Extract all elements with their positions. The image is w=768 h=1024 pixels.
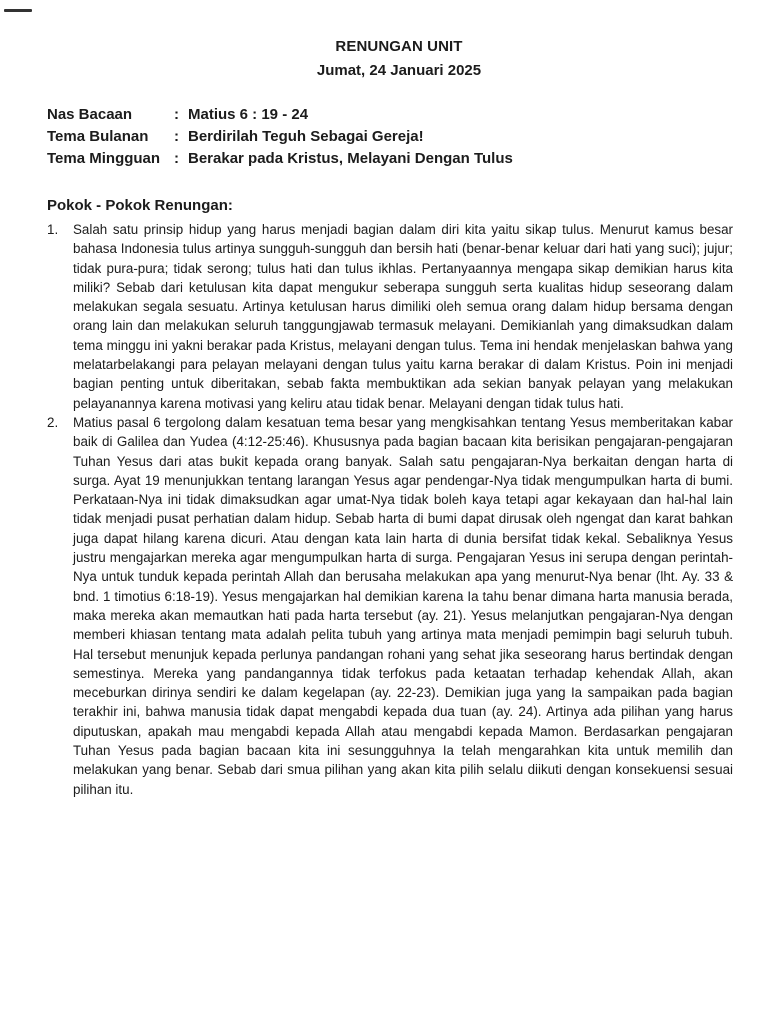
meta-separator: : xyxy=(174,106,179,123)
meta-label: Tema Bulanan xyxy=(47,128,149,145)
list-item-text: Salah satu prinsip hidup yang harus menjadi bagian dalam diri kita yaitu sikap tulus. Menurut kamus besar bahasa Indonesia tulus artinya sungguh-sungguh dan bersih hati (benar-benar keluar dari hati yang suci); jujur; tidak pura-pura; tidak serong; tulus hati dan tulus ikhlas. Pertanyaannya mengapa sikap demikian harus kita miliki? Sebab dari ketulusan kita dapat mengukur seberapa sungguh serta kualitas hidup seseorang dalam melakukan segala sesuatu. Artinya ketulusan harus dimiliki oleh semua orang dalam hidup bersama dengan orang lain dan melakukan seluruh tanggungjawab termasuk melayani. Demikianlah yang dimaksudkan dalam tema minggu ini yakni berakar pada Kristus, melayani dengan tulus. Tema ini hendak menjelaskan bahwa yang melatarbelakangi para pelayan melayani dengan tulus yaitu karna berakar di dalam Kristus. Poin ini menjadi bagian penting untuk diberitakan, sebab fakta membuktikan ada sekian banyak pelayan yang melakukan pelayanannya karena motivasi yang keliru atau tidak benar. Melayani dengan tidak tulus hati. xyxy=(73,222,733,411)
list-item-number: 1. xyxy=(47,222,59,237)
meta-value: Berakar pada Kristus, Melayani Dengan Tulus xyxy=(188,150,513,167)
meta-block xyxy=(47,104,727,170)
document-title: RENUNGAN UNIT xyxy=(335,38,463,55)
list-item-text: Matius pasal 6 tergolong dalam kesatuan tema besar yang mengkisahkan tentang Yesus memberitakan kabar baik di Galilea dan Yudea (4:12-25:46). Khususnya pada bagian bacaan kita berisikan pengajaran-pengajaran Tuhan Yesus dari atas bukit kepada orang banyak. Salah satu pengajaran-Nya berkaitan dengan harta di surga. Ayat 19 menunjukkan tentang larangan Yesus agar pendengar-Nya tidak mengumpulkan harta di bumi. Perkataan-Nya ini tidak dimaksudkan agar umat-Nya tidak boleh kaya tetapi agar kekayaan dan hal-hal lain tidak menjadi pusat perhatian dalam hidup. Sebab harta di bumi dapat dirusak oleh ngengat dan karat bahkan juga dapat hilang karena dicuri. Atau dengan kata lain harta di dunia bersifat tidak kekal. Sebaliknya Yesus justru mengajarkan mereka agar mengumpulkan harta di surga. Pengajaran Yesus ini serupa dengan perintah-Nya untuk tunduk kepada perintah Allah dan berusaha melakukan apa yang menurut-Nya benar (lht. Ay. 33 & bnd. 1 timotius 6:18-19). Yesus mengajarkan hal demikian karena Ia tahu benar dimana harta manusia berada, maka mereka akan memautkan hati pada harta tersebut (ay. 21). Yesus melanjutkan pengajaran-Nya dengan memberi khiasan tentang mata adalah pelita tubuh yang artinya mata menjadi pemimpin bagi seluruh tubuh. Hal tersebut menunjuk kepada perlunya pandangan rohani yang sehat jika seseorang harus bertindak dengan semestinya. Mereka yang pandangannya tidak terfokus pada ketaatan terhadap kehendak Allah, akan meceburkan dirinya sendiri ke dalam kegelapan (ay. 22-23). Demikian juga yang Ia sampaikan pada bagian terakhir ini, bahwa manusia tidak dapat mengabdi kepada dua tuan (ay. 24). Artinya ada pilihan yang harus diputuskan, apakah mau mengabdi kepada Allah atau mengabdi kepada Mamon. Berdasarkan pengajaran Tuhan Yesus pada bagian bacaan kita ini sesungguhnya Ia telah mengarahkan kita untuk memilih dan melakukan yang benar. Sebab dari smua pilihan yang akan kita pilih selalu diikuti dengan konsekuensi sesuai pilihan itu. xyxy=(73,414,733,797)
meta-row-tema-mingguan xyxy=(47,148,727,170)
scan-mark xyxy=(4,9,32,12)
meta-label: Nas Bacaan xyxy=(47,106,133,123)
meta-separator: : xyxy=(174,128,179,145)
list-item-number: 2. xyxy=(47,414,59,430)
section-heading: Pokok - Pokok Renungan: xyxy=(47,197,233,214)
document-date: Jumat, 24 Januari 2025 xyxy=(316,62,482,79)
meta-value: Matius 6 : 19 - 24 xyxy=(188,106,309,123)
points-list xyxy=(47,220,733,799)
meta-row-tema-bulanan xyxy=(47,126,727,148)
list-item xyxy=(47,220,733,413)
meta-label: Tema Mingguan xyxy=(47,150,161,167)
meta-value: Berdirilah Teguh Sebagai Gereja! xyxy=(188,128,424,145)
meta-separator: : xyxy=(174,150,179,167)
meta-row-nas-bacaan xyxy=(47,104,727,126)
list-item xyxy=(47,413,733,799)
